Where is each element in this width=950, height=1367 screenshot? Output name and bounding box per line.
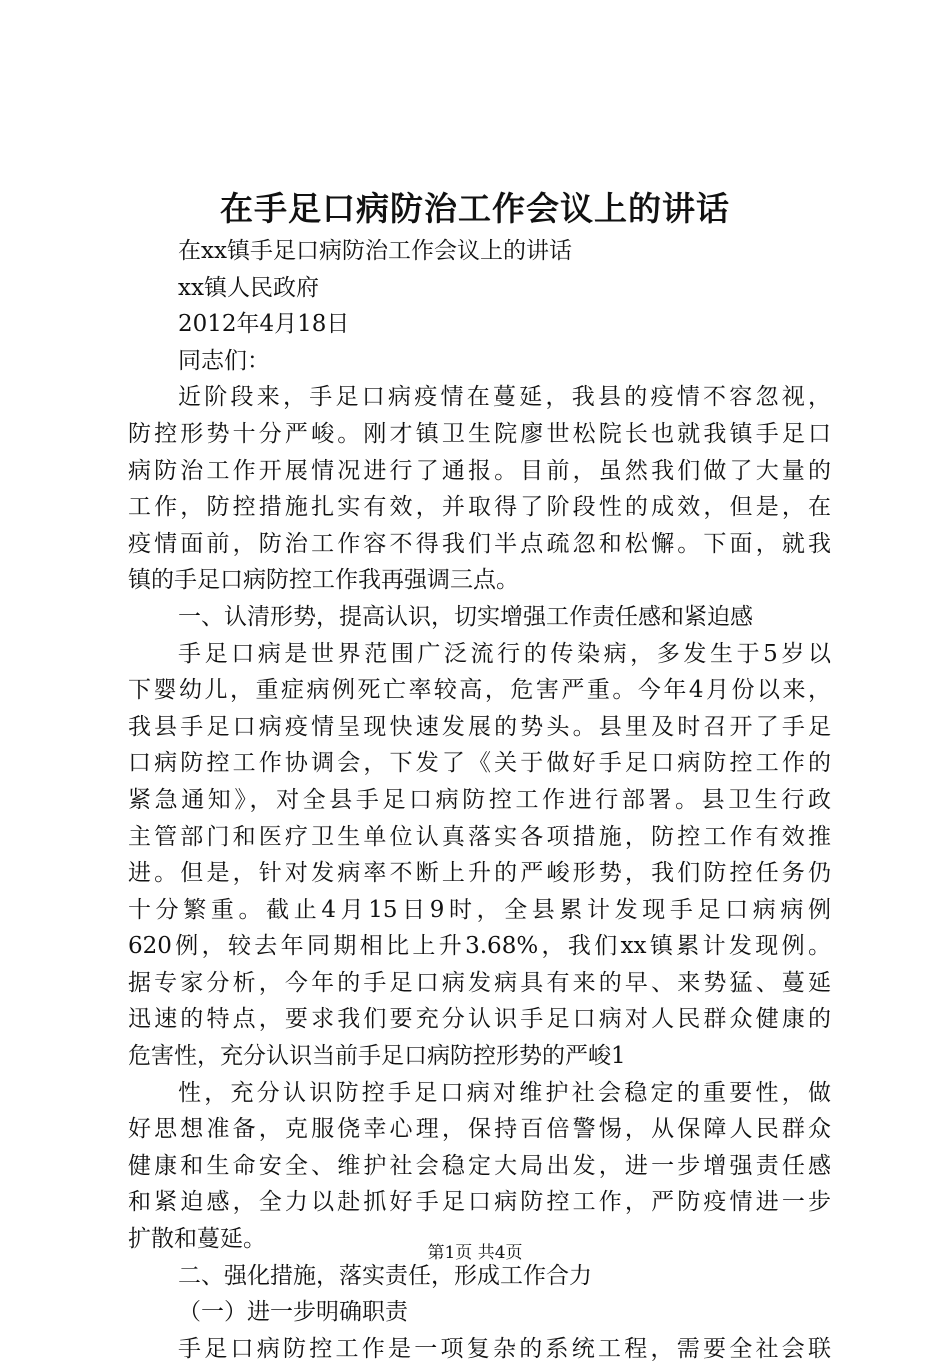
section-heading-2: 二、强化措施，落实责任，形成工作合力 — [178, 1262, 592, 1289]
paragraph-line: 紧急通知》，对全县手足口病防控工作进行部署。县卫生行政 — [128, 786, 831, 813]
section-heading-1: 一、认清形势，提高认识，切实增强工作责任感和紧迫感 — [178, 603, 753, 630]
date-line: 2012年4月18日 — [178, 311, 350, 338]
paragraph-line: 手足口病防控工作是一项复杂的系统工程，需要全社会联 — [178, 1335, 831, 1362]
greeting-line: 同志们： — [178, 347, 270, 374]
paragraph-line: 我县手足口病疫情呈现快速发展的势头。县里及时召开了手足 — [128, 713, 831, 740]
paragraph-line: 和紧迫感，全力以赴抓好手足口病防控工作，严防疫情进一步 — [128, 1189, 831, 1216]
paragraph-line: 危害性，充分认识当前手足口病防控形势的严峻1 — [128, 1043, 626, 1070]
paragraph-line: 主管部门和医疗卫生单位认真落实各项措施，防控工作有效推 — [128, 823, 831, 850]
paragraph-line: 疫情面前，防治工作容不得我们半点疏忽和松懈。下面，就我 — [128, 530, 831, 557]
page-footer: 第1页 共4页 — [427, 1243, 523, 1263]
paragraph-line: 十分繁重。截止4月15日9时，全县累计发现手足口病病例 — [128, 896, 831, 923]
paragraph-line: 据专家分析，今年的手足口病发病具有来的早、来势猛、蔓延 — [128, 969, 831, 996]
subsection-heading-1: （一）进一步明确职责 — [178, 1299, 408, 1326]
paragraph-line: 病防治工作开展情况进行了通报。目前，虽然我们做了大量的 — [128, 457, 831, 484]
speaker-line: xx镇人民政府 — [178, 274, 319, 301]
paragraph-line: 性，充分认识防控手足口病对维护社会稳定的重要性，做 — [178, 1079, 831, 1106]
paragraph-line: 620例，较去年同期相比上升3.68%，我们xx镇累计发现例。 — [128, 933, 831, 960]
speech-title-line: 在xx镇手足口病防治工作会议上的讲话 — [178, 238, 572, 264]
paragraph-line: 手足口病是世界范围广泛流行的传染病，多发生于5岁以 — [178, 640, 831, 667]
paragraph-line: 健康和生命安全、维护社会稳定大局出发，进一步增强责任感 — [128, 1152, 831, 1179]
paragraph-line: 防控形势十分严峻。刚才镇卫生院廖世松院长也就我镇手足口 — [128, 420, 831, 447]
paragraph-line: 迅速的特点，要求我们要充分认识手足口病对人民群众健康的 — [128, 1006, 831, 1033]
paragraph-line: 口病防控工作协调会，下发了《关于做好手足口病防控工作的 — [128, 750, 831, 777]
paragraph-line: 扩散和蔓延。 — [128, 1226, 266, 1253]
paragraph-line: 下婴幼儿，重症病例死亡率较高，危害严重。今年4月份以来， — [128, 677, 831, 704]
paragraph-line: 好思想准备，克服侥幸心理，保持百倍警惕，从保障人民群众 — [128, 1116, 831, 1143]
paragraph-line: 近阶段来，手足口病疫情在蔓延，我县的疫情不容忽视， — [178, 384, 831, 411]
paragraph-line: 镇的手足口病防控工作我再强调三点。 — [128, 567, 519, 594]
paragraph-line: 工作，防控措施扎实有效，并取得了阶段性的成效，但是，在 — [128, 494, 831, 521]
paragraph-line: 进。但是，针对发病率不断上升的严峻形势，我们防控任务仍 — [128, 860, 831, 887]
document-body — [128, 233, 831, 1367]
document-title: 在手足口病防治工作会议上的讲话 — [220, 189, 730, 228]
